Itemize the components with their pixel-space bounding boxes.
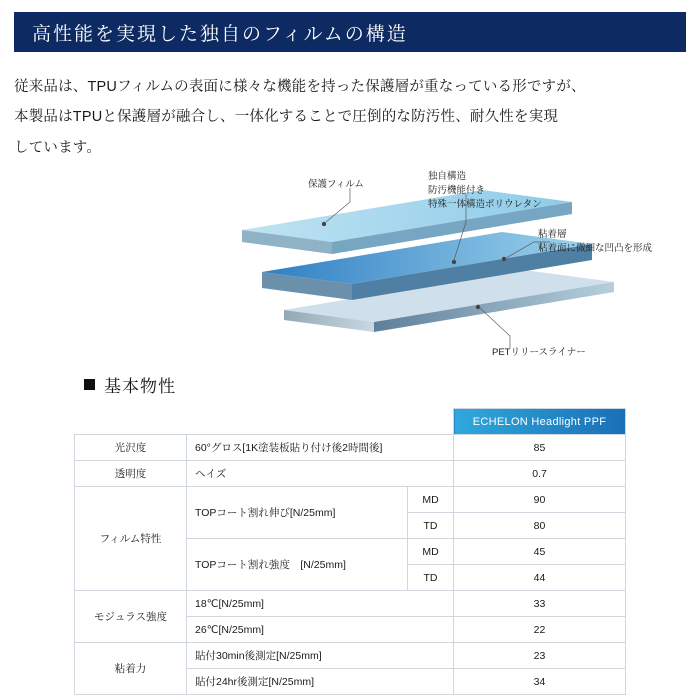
table-header-row: [75, 409, 626, 435]
table-row: [75, 643, 626, 669]
lead-line-1: 従来品は、TPUフィルムの表面に様々な機能を持った保護層が重なっている形ですが、: [14, 79, 586, 95]
row-value: 45: [454, 539, 626, 565]
section-heading-label: 基本物性: [104, 377, 176, 396]
label-protective-film: 保護フィルム: [308, 179, 364, 190]
table-header-blank: [75, 409, 454, 435]
table-row: [75, 591, 626, 617]
row-desc: ヘイズ: [187, 461, 454, 487]
row-value: 33: [454, 591, 626, 617]
film-structure-diagram: [14, 160, 686, 370]
row-value: 34: [454, 669, 626, 695]
section-heading-basic-properties: [84, 372, 176, 397]
row-value: 0.7: [454, 461, 626, 487]
label-adhesive-line2: 粘着面に微細な凹凸を形成: [538, 242, 653, 254]
row-value: 80: [454, 513, 626, 539]
basic-properties-table: [74, 408, 626, 695]
row-value: 23: [454, 643, 626, 669]
label-adhesive-layer: [538, 228, 652, 256]
lead-line-3: しています。: [14, 139, 102, 156]
row-value: 90: [454, 487, 626, 513]
square-bullet-icon: [84, 379, 95, 390]
row-direction: TD: [408, 565, 454, 591]
row-category: フィルム特性: [75, 487, 187, 591]
row-category: モジュラス強度: [75, 591, 187, 643]
row-value: 85: [454, 435, 626, 461]
label-pet-liner: PETリリースライナー: [492, 347, 586, 358]
row-value: 44: [454, 565, 626, 591]
row-category: 粘着力: [75, 643, 187, 695]
row-desc: 貼付30min後測定[N/25mm]: [187, 643, 454, 669]
row-direction: TD: [408, 513, 454, 539]
label-unique-structure-line3: 特殊一体構造ポリウレタン: [428, 198, 542, 210]
table-row: [75, 461, 626, 487]
table-header-product: ECHELON Headlight PPF: [454, 409, 626, 435]
row-value: 22: [454, 617, 626, 643]
table-row: [75, 435, 626, 461]
label-unique-structure: [428, 170, 542, 211]
label-unique-structure-line2: 防汚機能付き: [428, 184, 486, 196]
row-desc: 貼付24hr後測定[N/25mm]: [187, 669, 454, 695]
row-direction: MD: [408, 539, 454, 565]
row-desc: TOPコート割れ強度 [N/25mm]: [187, 539, 408, 591]
lead-paragraph: [14, 72, 686, 163]
page-title: 高性能を実現した独自のフィルムの構造: [32, 23, 408, 45]
table-row: [75, 487, 626, 513]
row-direction: MD: [408, 487, 454, 513]
basic-properties-table-wrap: [74, 408, 626, 695]
row-desc: 18℃[N/25mm]: [187, 591, 454, 617]
label-unique-structure-line1: 独自構造: [428, 171, 467, 182]
lead-line-2: 本製品はTPUと保護層が融合し、一体化することで圧倒的な防汚性、耐久性を実現: [14, 109, 559, 126]
row-desc: 26℃[N/25mm]: [187, 617, 454, 643]
row-desc: TOPコート割れ伸び[N/25mm]: [187, 487, 408, 539]
page-header-band: [14, 12, 686, 52]
row-category: 透明度: [75, 461, 187, 487]
row-desc: 60°グロス[1K塗装板貼り付け後2時間後]: [187, 435, 454, 461]
label-adhesive-line1: 粘着層: [538, 229, 567, 240]
row-category: 光沢度: [75, 435, 187, 461]
